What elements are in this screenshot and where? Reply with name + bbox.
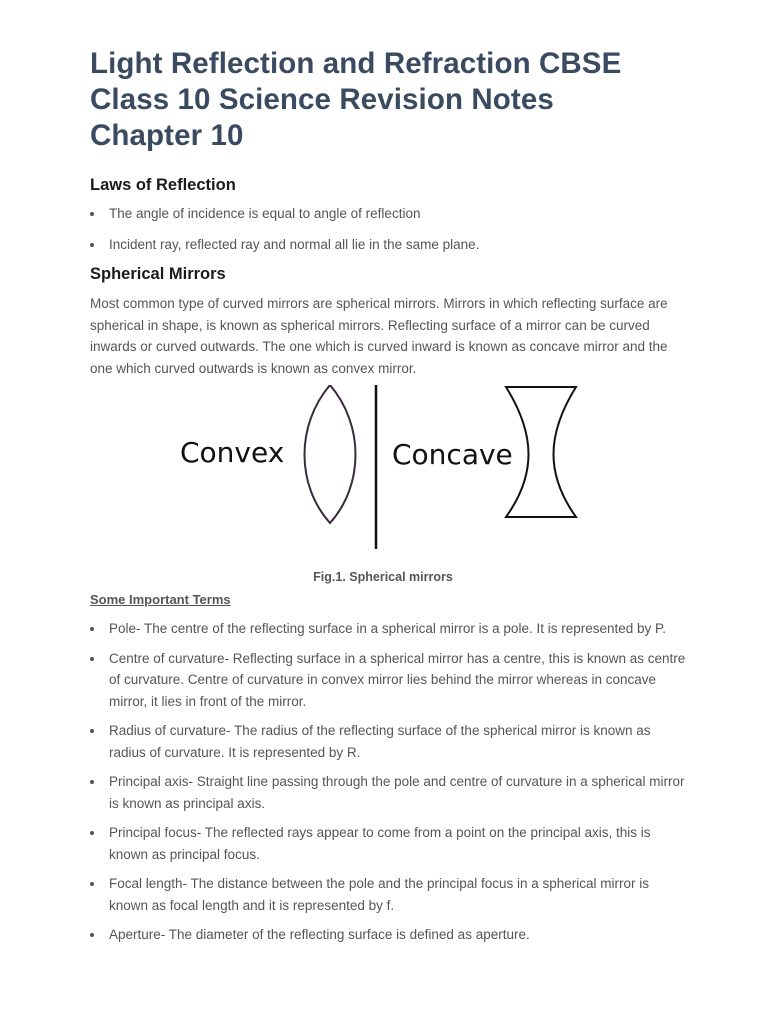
spherical-mirrors-paragraph: Most common type of curved mirrors are spherical mirrors. Mirrors in which reflecting surface are spherical in shape, is known as spherical mirrors. Reflecting surface of a mirror can be curved inwards or curved outwards. The one which is curved inward is known as concave mirror and the one which curved outwards is known as convex mirror.	[90, 296, 668, 376]
title-line-1: Light Reflection and Refraction CBSE	[90, 47, 622, 80]
list-item: Focal length- The distance between the pole and the principal focus in a spherical mirror is known as focal length and it is represented by f.	[90, 873, 690, 916]
page-title	[90, 46, 690, 154]
mirror-diagram	[90, 385, 690, 565]
figure-caption: Fig.1. Spherical mirrors	[313, 570, 453, 584]
laws-of-reflection-list	[90, 203, 690, 255]
spherical-mirrors-heading: Spherical Mirrors	[90, 265, 226, 283]
spherical-mirrors-figure	[90, 385, 690, 565]
convex-label: Convex	[180, 436, 285, 469]
document-page	[90, 46, 690, 954]
important-terms-list	[90, 618, 690, 946]
list-item: Centre of curvature- Reflecting surface in a spherical mirror has a centre, this is known as centre of curvature. Centre of curvature in convex mirror lies behind the mirror whereas in concave mirror, it lies in front of the mirror.	[90, 648, 690, 713]
title-line-2: Class 10 Science Revision Notes	[90, 83, 554, 116]
concave-lens-shape	[506, 387, 576, 517]
concave-label: Concave	[392, 438, 513, 471]
list-item: Aperture- The diameter of the reflecting surface is defined as aperture.	[90, 924, 690, 946]
list-item: Incident ray, reflected ray and normal all lie in the same plane.	[90, 234, 690, 256]
laws-of-reflection-heading: Laws of Reflection	[90, 176, 236, 194]
list-item: Radius of curvature- The radius of the reflecting surface of the spherical mirror is known as radius of curvature. It is represented by R.	[90, 720, 690, 763]
list-item: Principal focus- The reflected rays appear to come from a point on the principal axis, this is known as principal focus.	[90, 822, 690, 865]
title-line-3: Chapter 10	[90, 119, 244, 152]
list-item: Pole- The centre of the reflecting surface in a spherical mirror is a pole. It is represented by P.	[90, 618, 690, 640]
list-item: Principal axis- Straight line passing through the pole and centre of curvature in a spherical mirror is known as principal axis.	[90, 771, 690, 814]
list-item: The angle of incidence is equal to angle of reflection	[90, 203, 690, 225]
important-terms-heading: Some Important Terms	[90, 592, 231, 607]
convex-lens-shape	[305, 385, 356, 523]
